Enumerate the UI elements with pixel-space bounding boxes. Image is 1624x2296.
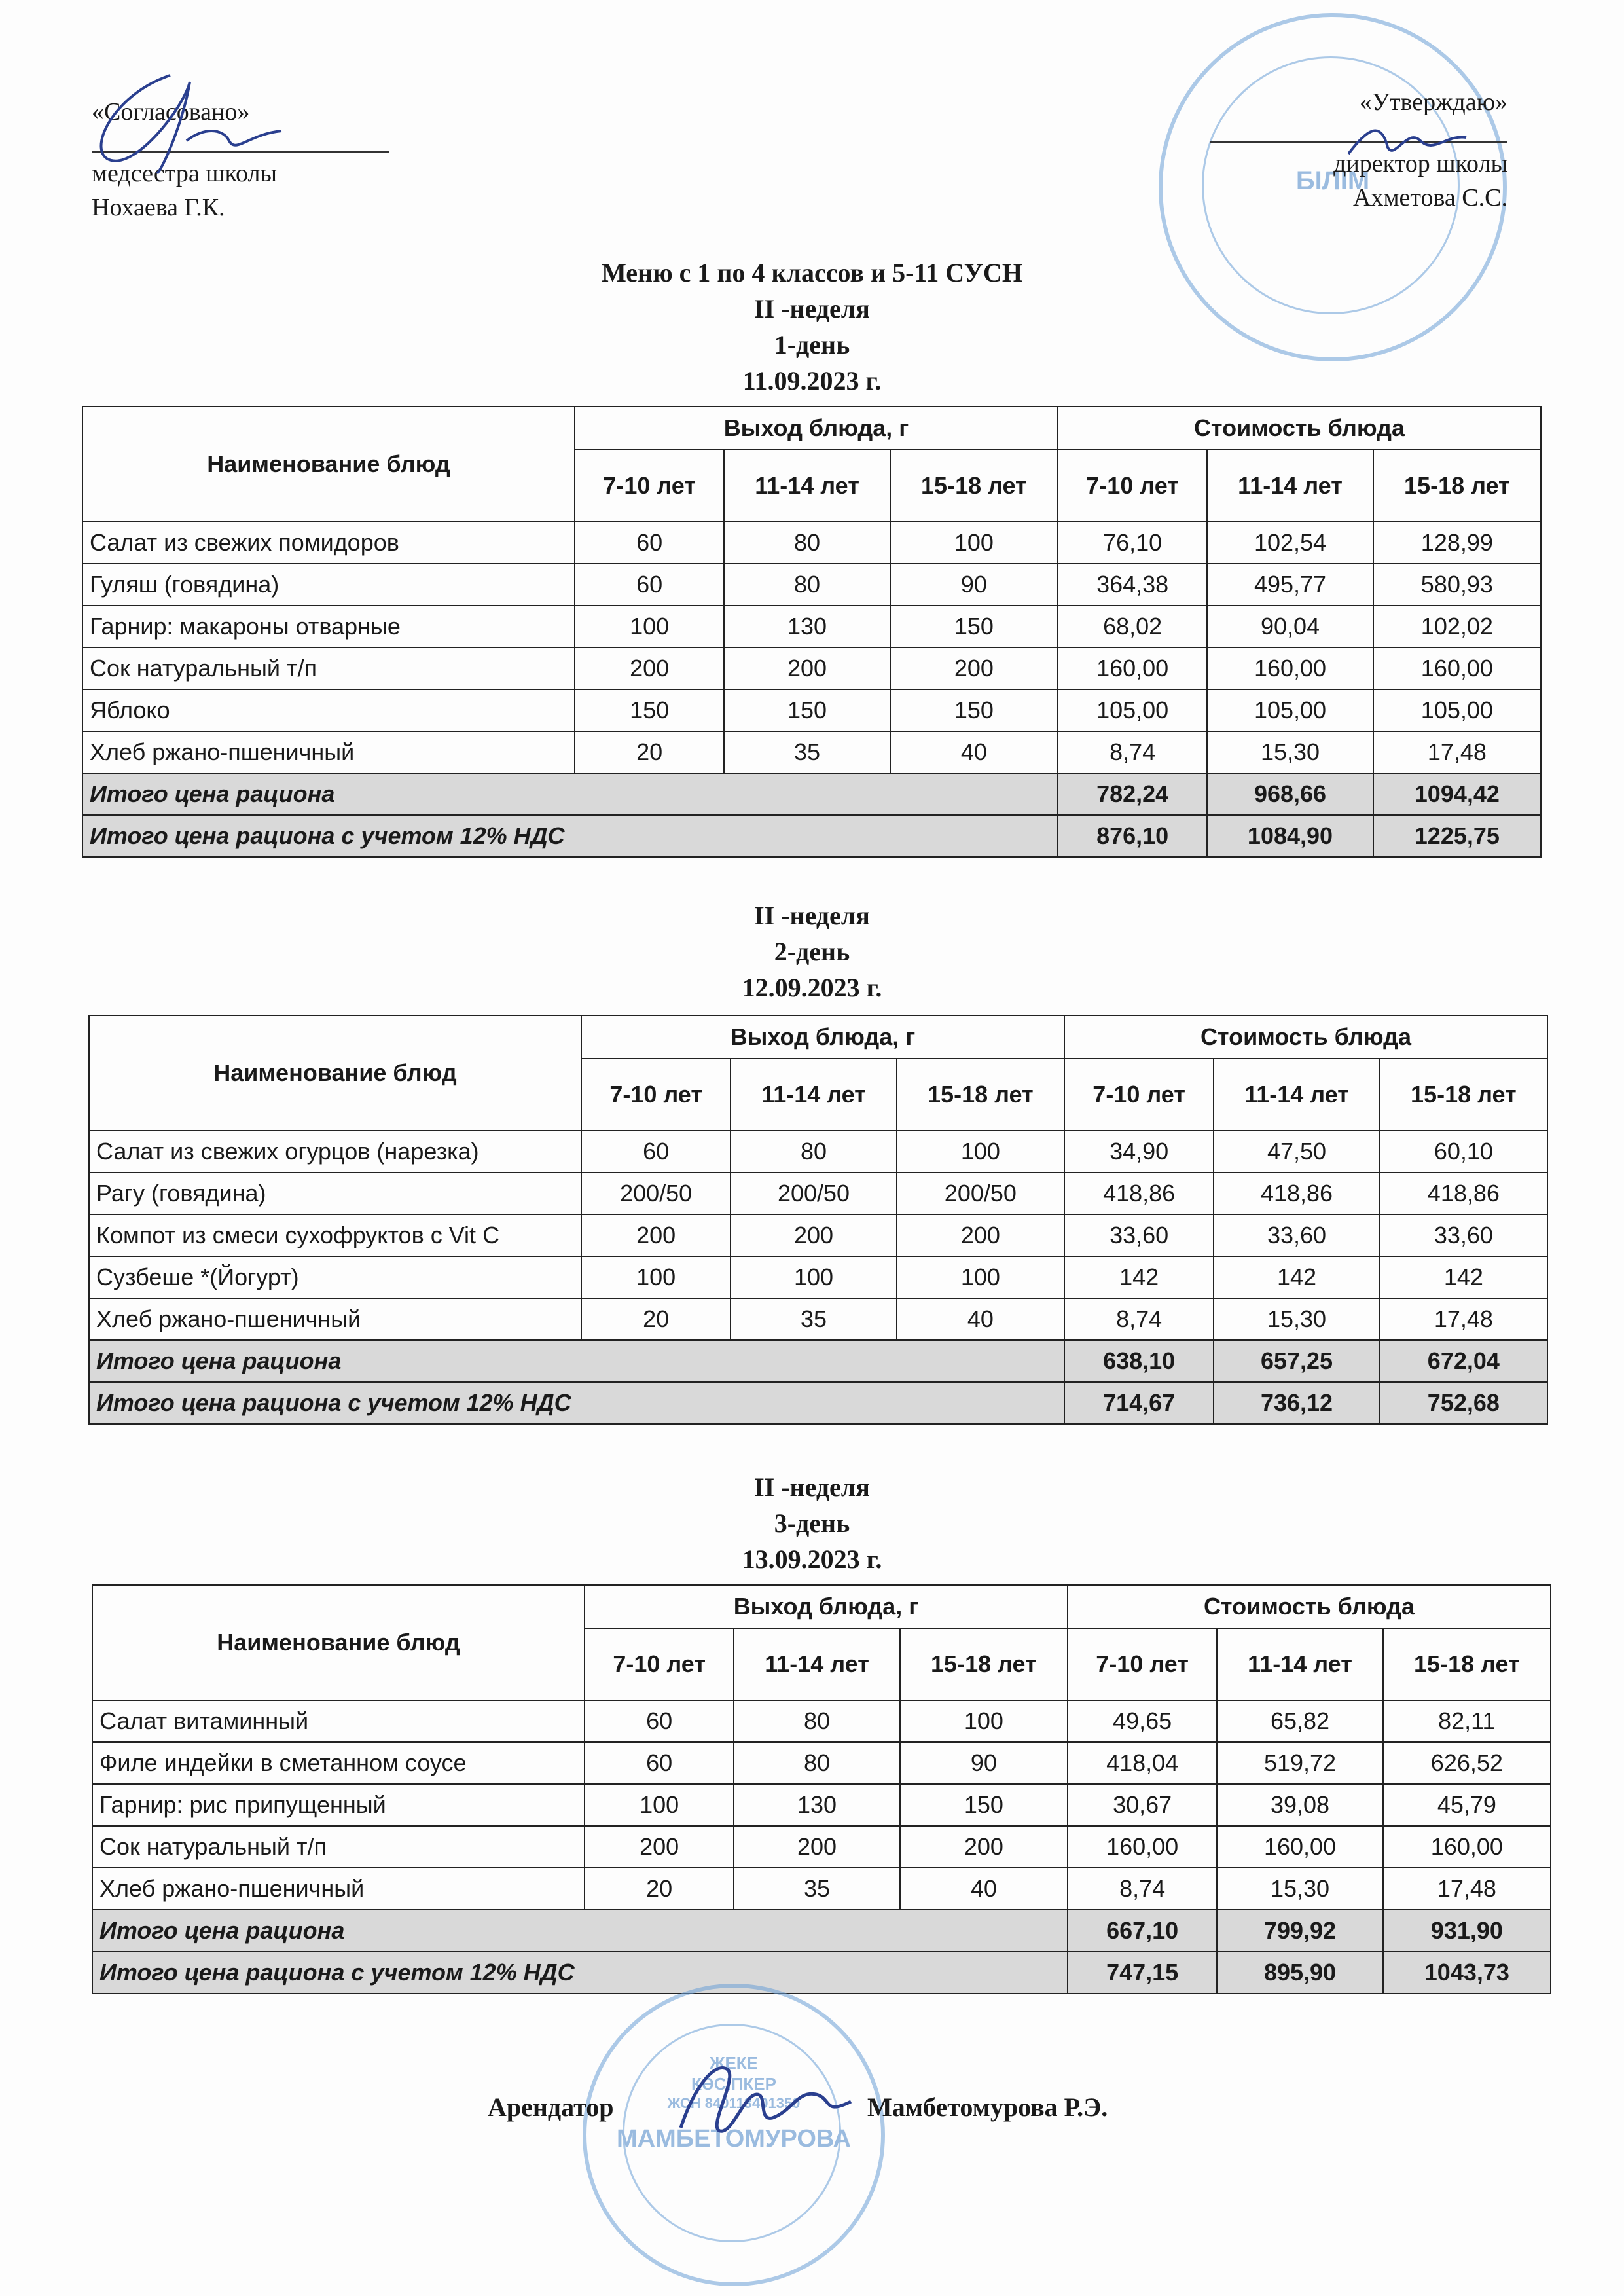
cost-cell: 34,90 <box>1064 1131 1214 1173</box>
yield-cell: 100 <box>890 522 1058 564</box>
col-cost-15-18: 15-18 лет <box>1373 450 1541 522</box>
agreed-label: «Согласовано» <box>92 98 250 126</box>
dish-name: Яблоко <box>82 689 575 731</box>
total-cell: 968,66 <box>1207 773 1373 815</box>
cost-cell: 128,99 <box>1373 522 1541 564</box>
yield-cell: 100 <box>900 1700 1068 1742</box>
yield-cell: 100 <box>897 1256 1064 1298</box>
stamp-line-3: ЖСН 840113401350 <box>667 2095 801 2111</box>
day3-menu-table <box>92 1584 1551 1994</box>
cost-cell: 68,02 <box>1058 606 1207 647</box>
yield-cell: 130 <box>734 1784 899 1826</box>
vat-total-cell: 1225,75 <box>1373 815 1541 857</box>
cost-cell: 33,60 <box>1380 1214 1547 1256</box>
yield-cell: 100 <box>581 1256 731 1298</box>
col-yield-11-14: 11-14 лет <box>734 1628 899 1700</box>
cost-cell: 33,60 <box>1064 1214 1214 1256</box>
cost-cell: 626,52 <box>1383 1742 1551 1784</box>
col-dish-name: Наименование блюд <box>89 1015 581 1131</box>
yield-cell: 60 <box>575 522 724 564</box>
cost-cell: 90,04 <box>1207 606 1373 647</box>
dish-name: Гарнир: рис припущенный <box>92 1784 585 1826</box>
col-yield-15-18: 15-18 лет <box>897 1059 1064 1131</box>
cost-cell: 47,50 <box>1214 1131 1379 1173</box>
table-row <box>82 522 1541 564</box>
dish-name: Сузбеше *(Йогурт) <box>89 1256 581 1298</box>
table-row <box>92 1784 1551 1826</box>
day2-day: 2-день <box>774 937 850 966</box>
yield-cell: 200 <box>731 1214 896 1256</box>
col-yield: Выход блюда, г <box>581 1015 1064 1059</box>
yield-cell: 20 <box>575 731 724 773</box>
table-row <box>92 1700 1551 1742</box>
dish-name: Филе индейки в сметанном соусе <box>92 1742 585 1784</box>
cost-cell: 102,02 <box>1373 606 1541 647</box>
cost-cell: 418,86 <box>1064 1173 1214 1214</box>
col-yield-7-10: 7-10 лет <box>581 1059 731 1131</box>
cost-cell: 142 <box>1064 1256 1214 1298</box>
cost-cell: 142 <box>1380 1256 1547 1298</box>
yield-cell: 200 <box>581 1214 731 1256</box>
yield-cell: 90 <box>900 1742 1068 1784</box>
cost-cell: 82,11 <box>1383 1700 1551 1742</box>
col-yield-15-18: 15-18 лет <box>890 450 1058 522</box>
yield-cell: 200 <box>897 1214 1064 1256</box>
day1-menu-table <box>82 406 1542 858</box>
col-yield-7-10: 7-10 лет <box>585 1628 734 1700</box>
table-row <box>89 1131 1547 1173</box>
yield-cell: 40 <box>900 1868 1068 1910</box>
tenant-signature <box>668 2049 871 2147</box>
cost-cell: 39,08 <box>1217 1784 1382 1826</box>
stamp-line-1: ЖЕКЕ <box>709 2053 759 2073</box>
cost-cell: 8,74 <box>1058 731 1207 773</box>
cost-cell: 17,48 <box>1373 731 1541 773</box>
dish-name: Салат из свежих огурцов (нарезка) <box>89 1131 581 1173</box>
cost-cell: 17,48 <box>1383 1868 1551 1910</box>
cost-cell: 65,82 <box>1217 1700 1382 1742</box>
table-row <box>82 564 1541 606</box>
total-cell: 657,25 <box>1214 1340 1379 1382</box>
total-cell: 799,92 <box>1217 1910 1382 1952</box>
agreed-position: медсестра школы <box>92 160 277 187</box>
vat-total-row <box>89 1382 1547 1424</box>
table-row <box>92 1868 1551 1910</box>
director-signature <box>1342 115 1473 167</box>
yield-cell: 200 <box>585 1826 734 1868</box>
total-row <box>82 773 1541 815</box>
day2-week: II -неделя <box>754 901 870 930</box>
cost-cell: 160,00 <box>1058 647 1207 689</box>
yield-cell: 100 <box>575 606 724 647</box>
approve-name: Ахметова С.С. <box>1353 184 1507 211</box>
vat-total-cell: 876,10 <box>1058 815 1207 857</box>
cost-cell: 580,93 <box>1373 564 1541 606</box>
cost-cell: 160,00 <box>1383 1826 1551 1868</box>
yield-cell: 150 <box>900 1784 1068 1826</box>
cost-cell: 495,77 <box>1207 564 1373 606</box>
yield-cell: 60 <box>585 1700 734 1742</box>
yield-cell: 80 <box>734 1742 899 1784</box>
yield-cell: 60 <box>585 1742 734 1784</box>
nurse-signature <box>72 56 288 187</box>
col-yield-11-14: 11-14 лет <box>731 1059 896 1131</box>
dish-name: Салат витаминный <box>92 1700 585 1742</box>
col-cost-7-10: 7-10 лет <box>1068 1628 1217 1700</box>
yield-cell: 20 <box>585 1868 734 1910</box>
yield-cell: 100 <box>897 1131 1064 1173</box>
cost-cell: 418,04 <box>1068 1742 1217 1784</box>
cost-cell: 160,00 <box>1373 647 1541 689</box>
dish-name: Хлеб ржано-пшеничный <box>89 1298 581 1340</box>
table-row <box>89 1173 1547 1214</box>
day2-date: 12.09.2023 г. <box>742 973 882 1002</box>
total-cell: 638,10 <box>1064 1340 1214 1382</box>
col-yield: Выход блюда, г <box>585 1585 1068 1628</box>
dish-name: Сок натуральный т/п <box>82 647 575 689</box>
vat-total-label: Итого цена рациона с учетом 12% НДС <box>82 815 1058 857</box>
yield-cell: 60 <box>581 1131 731 1173</box>
col-cost-11-14: 11-14 лет <box>1217 1628 1382 1700</box>
dish-name: Хлеб ржано-пшеничный <box>82 731 575 773</box>
vat-total-cell: 736,12 <box>1214 1382 1379 1424</box>
cost-cell: 105,00 <box>1058 689 1207 731</box>
col-cost: Стоимость блюда <box>1064 1015 1547 1059</box>
yield-cell: 90 <box>890 564 1058 606</box>
col-cost-11-14: 11-14 лет <box>1207 450 1373 522</box>
vat-total-cell: 895,90 <box>1217 1952 1382 1994</box>
yield-cell: 200 <box>575 647 724 689</box>
col-cost-11-14: 11-14 лет <box>1214 1059 1379 1131</box>
day3-date: 13.09.2023 г. <box>742 1544 882 1574</box>
col-yield-11-14: 11-14 лет <box>724 450 890 522</box>
cost-cell: 160,00 <box>1207 647 1373 689</box>
yield-cell: 200/50 <box>731 1173 896 1214</box>
yield-cell: 200 <box>724 647 890 689</box>
col-yield-7-10: 7-10 лет <box>575 450 724 522</box>
total-cell: 1094,42 <box>1373 773 1541 815</box>
stamp-line-2: КӘСІПКЕР <box>691 2074 776 2094</box>
footer-name: Мамбетомурова Р.Э. <box>867 2092 1108 2122</box>
yield-cell: 150 <box>575 689 724 731</box>
vat-total-cell: 752,68 <box>1380 1382 1547 1424</box>
table-row <box>82 731 1541 773</box>
dish-name: Салат из свежих помидоров <box>82 522 575 564</box>
cost-cell: 364,38 <box>1058 564 1207 606</box>
total-cell: 672,04 <box>1380 1340 1547 1382</box>
day3-week: II -неделя <box>754 1472 870 1502</box>
day1-date: 11.09.2023 г. <box>742 366 882 395</box>
total-label: Итого цена рациона <box>82 773 1058 815</box>
cost-cell: 519,72 <box>1217 1742 1382 1784</box>
col-cost-15-18: 15-18 лет <box>1380 1059 1547 1131</box>
table-row <box>89 1298 1547 1340</box>
dish-name: Сок натуральный т/п <box>92 1826 585 1868</box>
cost-cell: 8,74 <box>1068 1868 1217 1910</box>
vat-total-cell: 714,67 <box>1064 1382 1214 1424</box>
table-row <box>89 1256 1547 1298</box>
cost-cell: 17,48 <box>1380 1298 1547 1340</box>
dish-name: Гуляш (говядина) <box>82 564 575 606</box>
yield-cell: 35 <box>724 731 890 773</box>
yield-cell: 200/50 <box>581 1173 731 1214</box>
page-title: Меню с 1 по 4 классов и 5-11 СУСН <box>602 258 1022 287</box>
col-dish-name: Наименование блюд <box>92 1585 585 1700</box>
cost-cell: 49,65 <box>1068 1700 1217 1742</box>
cost-cell: 418,86 <box>1214 1173 1379 1214</box>
day3-day: 3-день <box>774 1508 850 1538</box>
yield-cell: 100 <box>731 1256 896 1298</box>
yield-cell: 150 <box>724 689 890 731</box>
cost-cell: 418,86 <box>1380 1173 1547 1214</box>
cost-cell: 15,30 <box>1214 1298 1379 1340</box>
dish-name: Компот из смеси сухофруктов с Vit C <box>89 1214 581 1256</box>
cost-cell: 160,00 <box>1068 1826 1217 1868</box>
total-cell: 782,24 <box>1058 773 1207 815</box>
yield-cell: 150 <box>890 606 1058 647</box>
vat-total-cell: 747,15 <box>1068 1952 1217 1994</box>
approve-position: директор школы <box>1333 150 1507 177</box>
yield-cell: 35 <box>734 1868 899 1910</box>
table-row <box>89 1214 1547 1256</box>
yield-cell: 150 <box>890 689 1058 731</box>
cost-cell: 8,74 <box>1064 1298 1214 1340</box>
col-cost: Стоимость блюда <box>1058 407 1541 450</box>
yield-cell: 80 <box>734 1700 899 1742</box>
cost-cell: 142 <box>1214 1256 1379 1298</box>
table-row <box>92 1742 1551 1784</box>
table-row <box>82 606 1541 647</box>
cost-cell: 30,67 <box>1068 1784 1217 1826</box>
yield-cell: 200 <box>900 1826 1068 1868</box>
yield-cell: 80 <box>731 1131 896 1173</box>
yield-cell: 80 <box>724 522 890 564</box>
day1-day: 1-день <box>774 330 850 359</box>
dish-name: Хлеб ржано-пшеничный <box>92 1868 585 1910</box>
yield-cell: 200/50 <box>897 1173 1064 1214</box>
cost-cell: 15,30 <box>1217 1868 1382 1910</box>
yield-cell: 200 <box>890 647 1058 689</box>
dish-name: Рагу (говядина) <box>89 1173 581 1214</box>
cost-cell: 160,00 <box>1217 1826 1382 1868</box>
cost-cell: 45,79 <box>1383 1784 1551 1826</box>
footer-role: Арендатор <box>488 2092 614 2122</box>
total-cell: 667,10 <box>1068 1910 1217 1952</box>
col-yield: Выход блюда, г <box>575 407 1058 450</box>
stamp-center: МАМБЕТОМУРОВА <box>617 2125 851 2153</box>
yield-cell: 35 <box>731 1298 896 1340</box>
cost-cell: 102,54 <box>1207 522 1373 564</box>
total-row <box>89 1340 1547 1382</box>
cost-cell: 105,00 <box>1373 689 1541 731</box>
approve-label: «Утверждаю» <box>1360 88 1507 116</box>
agreed-name: Нохаева Г.К. <box>92 194 225 221</box>
day1-week: II -неделя <box>754 294 870 323</box>
cost-cell: 33,60 <box>1214 1214 1379 1256</box>
cost-cell: 105,00 <box>1207 689 1373 731</box>
col-cost-7-10: 7-10 лет <box>1064 1059 1214 1131</box>
dish-name: Гарнир: макароны отварные <box>82 606 575 647</box>
col-cost: Стоимость блюда <box>1068 1585 1551 1628</box>
vat-total-cell: 1043,73 <box>1383 1952 1551 1994</box>
vat-total-label: Итого цена рациона с учетом 12% НДС <box>92 1952 1068 1994</box>
school-seal-text: БІЛІМ <box>1295 166 1370 195</box>
yield-cell: 20 <box>581 1298 731 1340</box>
vat-total-label: Итого цена рациона с учетом 12% НДС <box>89 1382 1064 1424</box>
col-dish-name: Наименование блюд <box>82 407 575 522</box>
cost-cell: 76,10 <box>1058 522 1207 564</box>
col-cost-7-10: 7-10 лет <box>1058 450 1207 522</box>
total-cell: 931,90 <box>1383 1910 1551 1952</box>
yield-cell: 200 <box>734 1826 899 1868</box>
yield-cell: 60 <box>575 564 724 606</box>
vat-total-cell: 1084,90 <box>1207 815 1373 857</box>
day2-menu-table <box>88 1015 1548 1425</box>
yield-cell: 40 <box>897 1298 1064 1340</box>
col-cost-15-18: 15-18 лет <box>1383 1628 1551 1700</box>
cost-cell: 15,30 <box>1207 731 1373 773</box>
col-yield-15-18: 15-18 лет <box>900 1628 1068 1700</box>
vat-total-row <box>92 1952 1551 1994</box>
table-row <box>82 647 1541 689</box>
cost-cell: 60,10 <box>1380 1131 1547 1173</box>
total-label: Итого цена рациона <box>89 1340 1064 1382</box>
total-label: Итого цена рациона <box>92 1910 1068 1952</box>
total-row <box>92 1910 1551 1952</box>
yield-cell: 100 <box>585 1784 734 1826</box>
yield-cell: 40 <box>890 731 1058 773</box>
yield-cell: 80 <box>724 564 890 606</box>
table-row <box>92 1826 1551 1868</box>
table-row <box>82 689 1541 731</box>
yield-cell: 130 <box>724 606 890 647</box>
vat-total-row <box>82 815 1541 857</box>
